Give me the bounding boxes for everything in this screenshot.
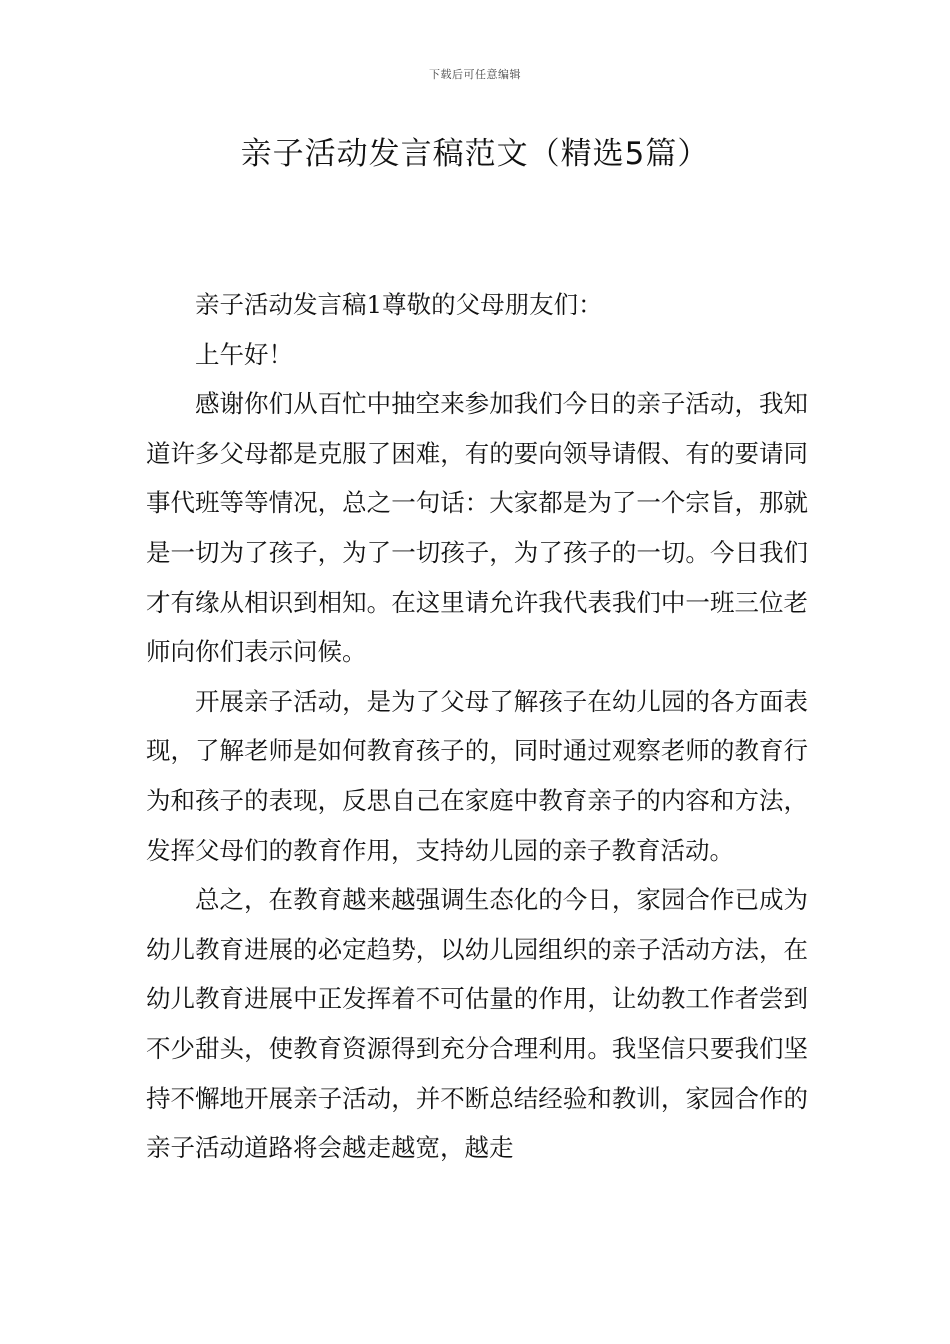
paragraph: 感谢你们从百忙中抽空来参加我们今日的亲子活动，我知道许多父母都是克服了困难，有的要向领导请假、有的要请同事代班等等情况，总之一句话：大家都是为了一个宗旨，那就是一切为了孩子，为了一切孩子，为了孩子的一切。今日我们才有缘从相识到相知。在这里请允许我代表我们中一班三位老师向你们表示问候。 xyxy=(146,389,808,667)
header-note: 下载后可任意编辑 xyxy=(429,68,521,81)
paragraph-greeting-heading: 亲子活动发言稿1尊敬的父母朋友们： xyxy=(195,290,603,319)
document-body xyxy=(146,280,808,1173)
paragraph: 开展亲子活动，是为了父母了解孩子在幼儿园的各方面表现，了解老师是如何教育孩子的，同时通过观察老师的教育行为和孩子的表现，反思自己在家庭中教育亲子的内容和方法，发挥父母们的教育作用，支持幼儿园的亲子教育活动。 xyxy=(146,686,808,865)
paragraph: 总之，在教育越来越强调生态化的今日，家园合作已成为幼儿教育进展的必定趋势，以幼儿园组织的亲子活动方法，在幼儿教育进展中正发挥着不可估量的作用，让幼教工作者尝到不少甜头，使教育资源得到充分合理利用。我坚信只要我们坚持不懈地开展亲子活动，并不断总结经验和教训，家园合作的亲子活动道路将会越走越宽，越走 xyxy=(146,885,808,1163)
page-title: 亲子活动发言稿范文（精选5篇） xyxy=(240,136,710,172)
paragraph-greeting: 上午好！ xyxy=(195,339,293,369)
